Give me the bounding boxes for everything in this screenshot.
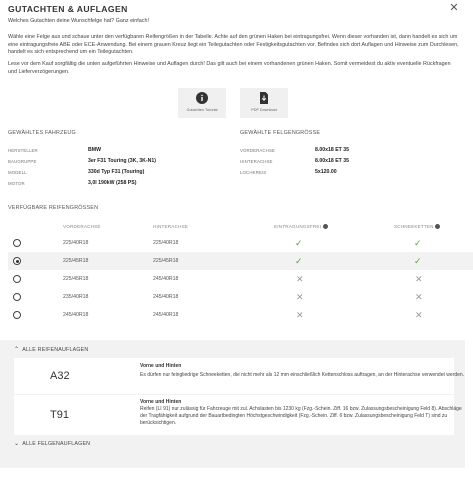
check-icon: ✓ xyxy=(414,238,422,248)
vehicle-row-engine xyxy=(8,180,228,188)
condition-item xyxy=(14,395,462,435)
condition-title: Vorne und Hinten xyxy=(140,399,182,405)
intro-paragraph-1: Wähle eine Felge aus und schaue unter den verfügbaren Reifengrößen in der Tabelle. Achte auf den grünen Haken bei eintragungsfrei. Wenn dieser vorhanden ist, dann handelt es sich um eine eintragungsfreie ABE oder ECE-Anwendung. Bei einem grauen Kreuz liegt ein Teilegutachten oder Festigkeitsgutachten vor. Befindes sich dort Auflagen und Hinweise zum Durchlesen, handelt es sich entsprechend um ein Teilegutachten. xyxy=(8,34,459,56)
vehicle-value: 3,0l 190kW (258 PS) xyxy=(88,180,137,186)
rim-row-rear xyxy=(240,158,460,166)
rear-size: 225/45R18 xyxy=(153,258,179,264)
table-row[interactable] xyxy=(8,270,473,288)
vehicle-row-model xyxy=(8,169,228,177)
vehicle-row-manufacturer xyxy=(8,147,228,155)
vehicle-key: BAUGRUPPE xyxy=(8,159,37,164)
cross-icon: ✕ xyxy=(415,292,423,302)
rim-value: 5x120.00 xyxy=(315,169,337,175)
vehicle-heading: GEWÄHLTES FAHRZEUG xyxy=(8,130,76,136)
help-tiles xyxy=(178,88,288,118)
column-header-chains: SCHNEEKETTEN xyxy=(394,224,440,229)
rim-heading: GEWÄHLTE FELGENGRÖSSE xyxy=(240,130,321,136)
info-icon[interactable] xyxy=(323,224,328,229)
row-radio[interactable] xyxy=(13,311,21,319)
check-icon: ✓ xyxy=(414,256,422,266)
condition-text: Reifen (LI 91) nur zulässig für Fahrzeuge mit zul. Achslasten bis 1230 kg (Fzg.-Schein. Ziff. 16 bzw. Zulassungsbescheinigung Feld 8). Abschläge der Tragfähigkeit aufgrund der Bauartbedingten Höchstgeschwindigkeit (Fzg.-Schein. Ziff. 6 bzw. Zulassungsbescheinigung Feld T) sind zu berücksichtigen. xyxy=(140,406,462,426)
info-icon xyxy=(196,92,208,104)
tutorial-button[interactable] xyxy=(178,88,226,118)
rim-value: 8.00x18 ET 35 xyxy=(315,158,350,164)
chevron-down-icon: ⌄ xyxy=(14,441,20,447)
cross-icon: ✕ xyxy=(296,292,304,302)
rim-row-front xyxy=(240,147,460,155)
tires-heading: VERFÜGBARE REIFENGRÖSSEN xyxy=(8,205,99,211)
row-radio[interactable] xyxy=(13,275,21,283)
pdf-download-label: PDF Download xyxy=(251,108,277,112)
column-header-front: VORDERACHSE xyxy=(63,224,101,229)
rim-key: HINTERACHSE xyxy=(240,159,273,164)
check-icon: ✓ xyxy=(295,238,303,248)
front-size: 235/40R18 xyxy=(63,294,89,300)
front-size: 225/40R18 xyxy=(63,240,89,246)
rim-conditions-label: ALLE FELGENAUFLAGEN xyxy=(22,441,91,447)
tire-conditions-toggle[interactable] xyxy=(14,346,88,353)
vehicle-value: BMW xyxy=(88,147,101,153)
intro-question: Welches Gutachten deine Wunschfelge hat? Ganz einfach! xyxy=(8,18,149,24)
modal-header xyxy=(8,2,460,16)
tutorial-label: Gutachten Tutorial xyxy=(186,108,218,112)
table-header xyxy=(8,220,465,232)
rim-key: VORDERACHSE xyxy=(240,148,276,153)
condition-item xyxy=(14,358,465,394)
conditions-panel xyxy=(0,340,465,468)
rim-value: 8.00x18 ET 35 xyxy=(315,147,350,153)
condition-text: Es dürfen nur feingliedrige Schneeketten, die nicht mehr als 12 mm einschließlich Kettenschloss auftragen, an der Hinterachse verwendet werden. xyxy=(140,372,465,378)
rim-key: LOCHKREIS xyxy=(240,170,267,175)
vehicle-key: MODELL xyxy=(8,170,27,175)
front-size: 225/45R18 xyxy=(63,258,89,264)
table-row[interactable] xyxy=(8,252,473,270)
download-icon xyxy=(258,92,270,104)
condition-code: T91 xyxy=(50,409,69,421)
vehicle-key: MOTOR xyxy=(8,181,25,186)
rim-row-boltcircle xyxy=(240,169,460,177)
vehicle-value: 330d Typ F31 (Touring) xyxy=(88,169,145,175)
rear-size: 245/40R18 xyxy=(153,312,179,318)
cross-icon: ✕ xyxy=(415,310,423,320)
table-row[interactable] xyxy=(8,234,473,252)
rim-conditions-toggle[interactable] xyxy=(14,440,90,447)
row-radio[interactable] xyxy=(13,257,21,265)
table-row[interactable] xyxy=(8,288,473,306)
cross-icon: ✕ xyxy=(296,274,304,284)
front-size: 245/40R18 xyxy=(63,312,89,318)
rear-size: 245/40R18 xyxy=(153,276,179,282)
column-header-free: EINTRAGUNGSFREI xyxy=(274,224,328,229)
page-title: GUTACHTEN & AUFLAGEN xyxy=(8,4,128,14)
table-row[interactable] xyxy=(8,306,473,324)
column-header-rear: HINTERACHSE xyxy=(153,224,189,229)
rear-size: 225/40R18 xyxy=(153,240,179,246)
close-icon[interactable]: ✕ xyxy=(449,2,459,14)
cross-icon: ✕ xyxy=(415,274,423,284)
chevron-up-icon: ⌃ xyxy=(14,347,20,353)
vehicle-key: HERSTELLER xyxy=(8,148,38,153)
front-size: 225/45R18 xyxy=(63,276,89,282)
vehicle-value: 3er F31 Touring (3K, 3K-N1) xyxy=(88,158,156,164)
cross-icon: ✕ xyxy=(296,310,304,320)
check-icon: ✓ xyxy=(295,256,303,266)
intro-paragraph-2: Lese vor dem Kauf sorgfältig die unten aufgeführten Hinweise und Auflagen durch! Das gilt auch bei einem vorhandenen grünen Haken. Somit vermeidest du aktiv eventuelle Rückfragen und Lieferverzögerungen. xyxy=(8,61,451,75)
info-icon[interactable] xyxy=(435,224,440,229)
pdf-download-button[interactable] xyxy=(240,88,288,118)
row-radio[interactable] xyxy=(13,239,21,247)
row-radio[interactable] xyxy=(13,293,21,301)
tire-conditions-label: ALLE REIFENAUFLAGEN xyxy=(22,347,89,353)
condition-code: A32 xyxy=(50,370,70,382)
condition-title: Vorne und Hinten xyxy=(140,363,182,369)
rear-size: 245/40R18 xyxy=(153,294,179,300)
vehicle-row-group xyxy=(8,158,228,166)
